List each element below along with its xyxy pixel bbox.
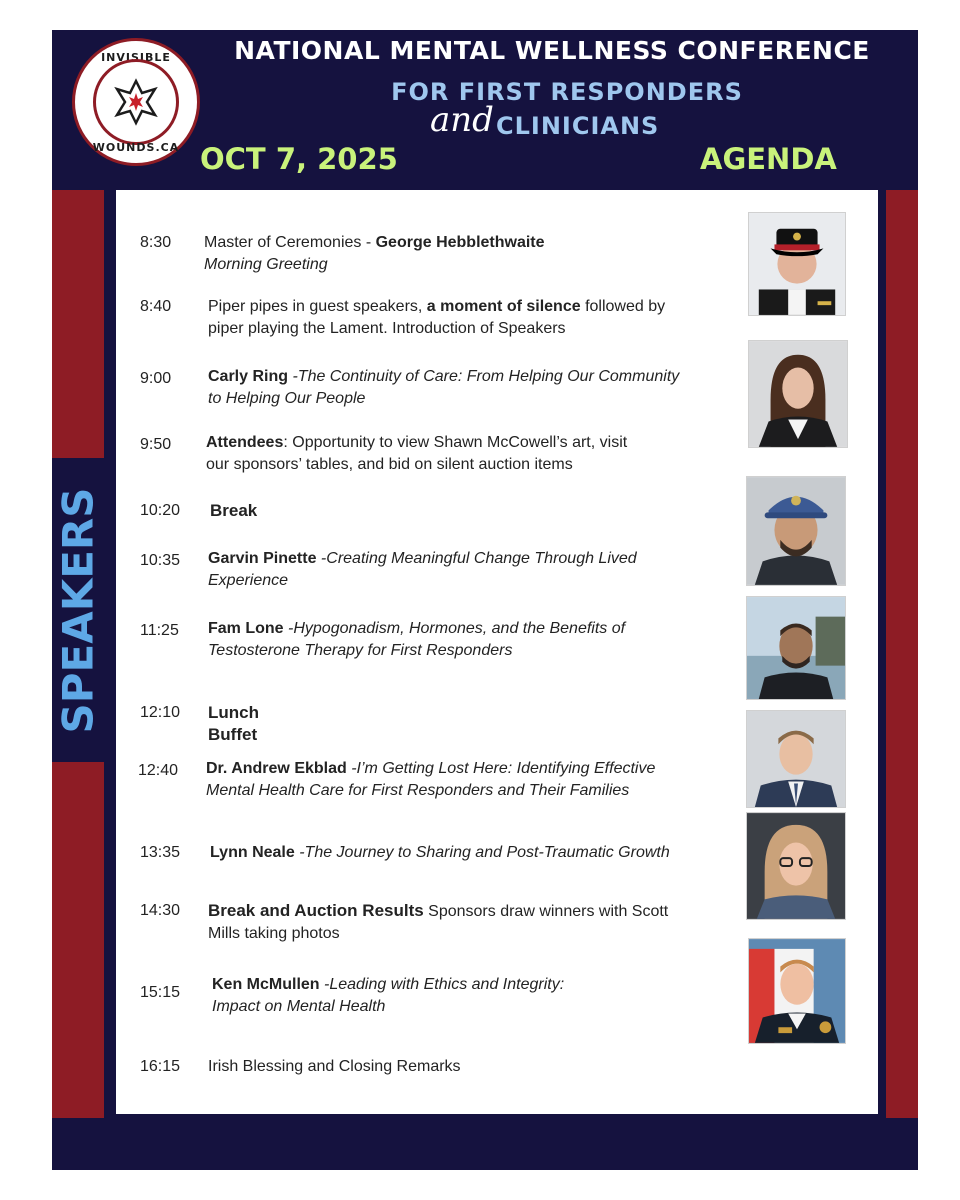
talk-title-cont: Impact on Mental Health xyxy=(212,998,386,1015)
conference-poster xyxy=(52,30,918,1170)
agenda-time: 9:00 xyxy=(140,370,172,387)
agenda-text xyxy=(212,974,752,1018)
agenda-time: 10:20 xyxy=(140,502,181,519)
subtitle-first-responders: FOR FIRST RESPONDERS xyxy=(391,78,743,106)
talk-title: -The Journey to Sharing and Post-Traumatic Growth xyxy=(294,844,670,861)
agenda-text xyxy=(208,900,768,945)
logo-bottom-text: WOUNDS.CA xyxy=(92,141,180,154)
agenda-line2: Mills taking photos xyxy=(208,925,340,942)
agenda-text xyxy=(206,758,766,802)
agenda-text xyxy=(208,366,748,410)
speaker-photo-fam-lone xyxy=(746,596,846,700)
talk-title-cont: Testosterone Therapy for First Responders xyxy=(208,642,513,659)
agenda-text xyxy=(208,618,748,662)
agenda-line2: piper playing the Lament. Introduction of Speakers xyxy=(208,320,566,337)
agenda-time: 12:10 xyxy=(140,704,181,721)
talk-title: -Leading with Ethics and Integrity: xyxy=(319,976,565,993)
agenda-prefix: Master of Ceremonies - xyxy=(204,234,376,251)
agenda-text: Irish Blessing and Closing Remarks xyxy=(208,1058,461,1075)
agenda-suffix: : Opportunity to view Shawn McCowell’s art, visit xyxy=(283,434,628,451)
talk-title: -The Continuity of Care: From Helping Our Community xyxy=(288,368,680,385)
agenda-time: 16:15 xyxy=(140,1058,181,1075)
speaker-photo-garvin-pinette xyxy=(746,476,846,586)
agenda-time: 11:25 xyxy=(140,622,179,639)
agenda-time: 8:30 xyxy=(140,234,172,251)
agenda-time: 14:30 xyxy=(140,902,181,919)
agenda-line2: our sponsors’ tables, and bid on silent auction items xyxy=(206,456,573,473)
speakers-label: SPEAKERS xyxy=(53,486,103,734)
logo-top-text: INVISIBLE xyxy=(101,51,171,64)
speaker-photo-ken-mcmullen xyxy=(748,938,846,1044)
invisible-wounds-logo xyxy=(72,38,200,166)
agenda-time: 15:15 xyxy=(140,984,181,1001)
subtitle-clinicians: CLINICIANS xyxy=(496,112,660,140)
agenda-heading: AGENDA xyxy=(700,142,837,176)
speaker-name: Attendees xyxy=(206,434,284,451)
agenda-panel xyxy=(116,190,878,1114)
right-side-band xyxy=(886,190,918,1118)
agenda-text xyxy=(210,842,770,864)
agenda-time: 8:40 xyxy=(140,298,172,315)
speaker-photo-carly-ring xyxy=(748,340,848,448)
agenda-time: 13:35 xyxy=(140,844,181,861)
speaker-name: Carly Ring xyxy=(208,368,289,385)
agenda-text xyxy=(204,232,744,276)
agenda-time: 10:35 xyxy=(140,552,181,569)
conference-date: OCT 7, 2025 xyxy=(200,142,398,176)
agenda-text xyxy=(206,432,746,476)
agenda-heading-lunch: Lunch Buffet xyxy=(208,703,259,744)
speakers-band xyxy=(52,458,104,762)
speaker-name: Ken McMullen xyxy=(212,976,320,993)
speaker-name: Dr. Andrew Ekblad xyxy=(206,760,347,777)
agenda-heading-auction: Break and Auction Results xyxy=(208,901,424,920)
agenda-time: 12:40 xyxy=(138,762,179,779)
talk-title-cont: to Helping Our People xyxy=(208,390,366,407)
agenda-suffix: followed by xyxy=(580,298,666,315)
talk-title: -Hypogonadism, Hormones, and the Benefits of xyxy=(283,620,626,637)
speaker-name: Lynn Neale xyxy=(210,844,295,861)
agenda-text xyxy=(208,548,748,592)
speaker-photo-george-hebblethwaite xyxy=(748,212,846,316)
maltese-cross-icon xyxy=(111,77,161,127)
agenda-prefix: Piper pipes in guest speakers, xyxy=(208,298,427,315)
agenda-heading-break: Break xyxy=(210,501,258,520)
talk-title-cont: Mental Health Care for First Responders and Their Families xyxy=(206,782,630,799)
agenda-subtitle: Morning Greeting xyxy=(204,256,328,273)
talk-title: -I’m Getting Lost Here: Identifying Effective xyxy=(346,760,656,777)
speaker-name: Garvin Pinette xyxy=(208,550,317,567)
speaker-photo-lynn-neale xyxy=(746,812,846,920)
agenda-text xyxy=(208,296,748,340)
talk-title: -Creating Meaningful Change Through Lived xyxy=(316,550,637,567)
agenda-time: 9:50 xyxy=(140,436,172,453)
speaker-name: George Hebblethwaite xyxy=(375,234,545,251)
speaker-photo-andrew-ekblad xyxy=(746,710,846,808)
conference-title: NATIONAL MENTAL WELLNESS CONFERENCE xyxy=(234,36,870,65)
agenda-suffix: Sponsors draw winners with Scott xyxy=(423,903,669,920)
talk-title-cont: Experience xyxy=(208,572,289,589)
agenda-highlight: a moment of silence xyxy=(426,298,581,315)
speaker-name: Fam Lone xyxy=(208,620,284,637)
subtitle-and: and xyxy=(430,100,494,140)
